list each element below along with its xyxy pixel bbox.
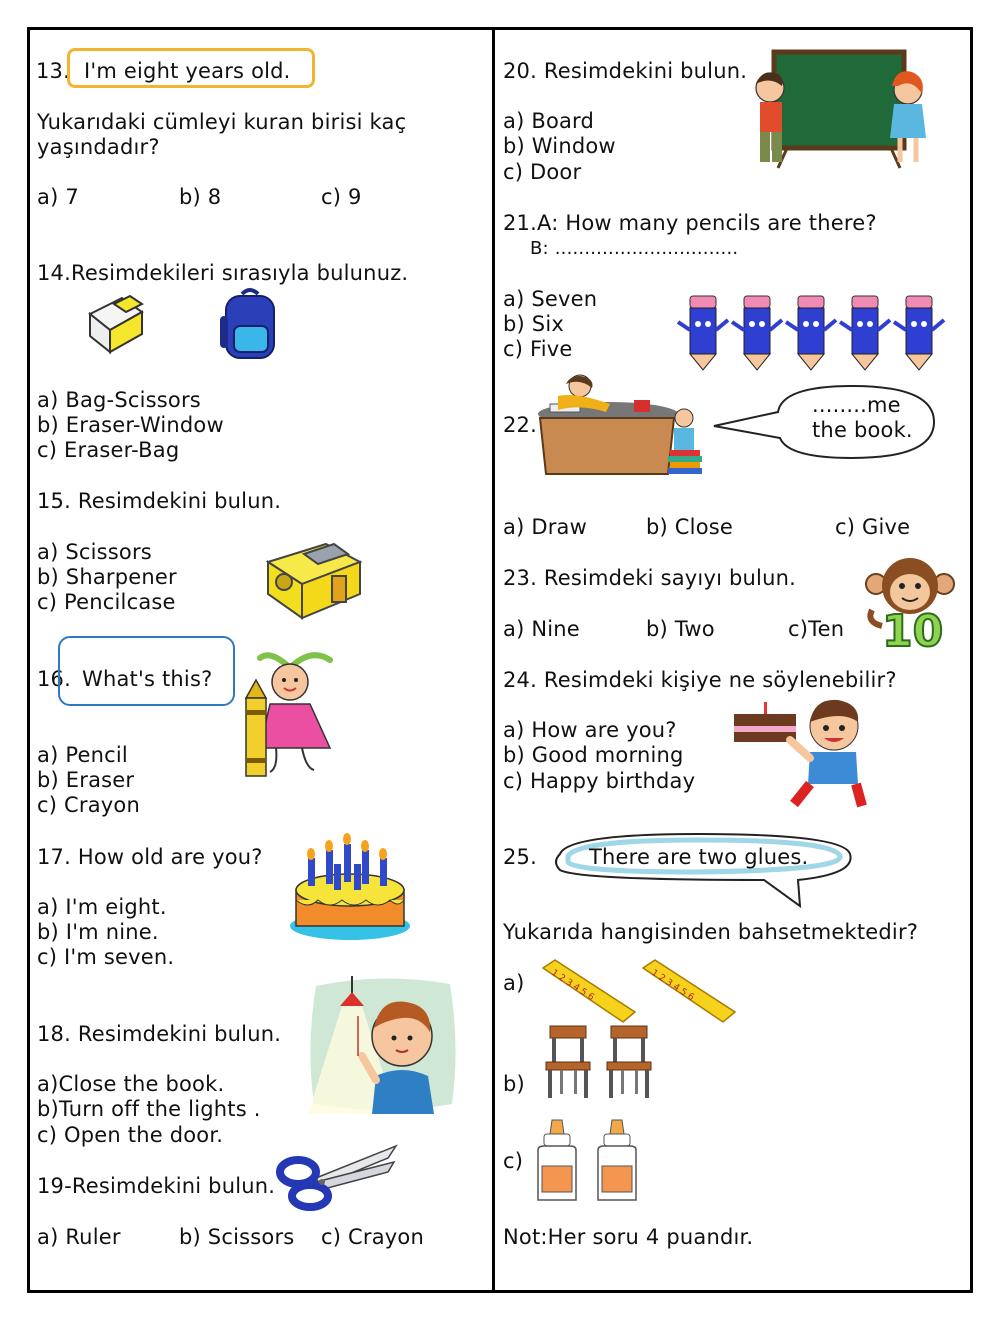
q23-option-a[interactable]: a) Nine [503, 617, 580, 641]
question-13-number: 13. [36, 59, 70, 83]
pencil-group [676, 294, 946, 370]
teacher-desk-icon [536, 374, 716, 482]
question-22-number: 22. [503, 413, 537, 437]
q20-option-c[interactable]: c) Door [503, 160, 582, 184]
ruler-marks: 1 2 3 4 5 6 [549, 968, 596, 1004]
q21-title: 21.A: How many pencils are there? [503, 211, 877, 235]
q21-option-b[interactable]: b) Six [503, 312, 564, 336]
q23-title: 23. Resimdeki sayıyı bulun. [503, 566, 796, 590]
q22-option-b[interactable]: b) Close [646, 515, 734, 539]
q21-option-c[interactable]: c) Five [503, 337, 573, 361]
q23-option-c[interactable]: c)Ten [788, 617, 845, 641]
q19-option-a[interactable]: a) Ruler [37, 1225, 121, 1249]
q18-option-a[interactable]: a)Close the book. [37, 1072, 225, 1096]
pencil-icon [784, 294, 838, 370]
q16-option-b[interactable]: b) Eraser [37, 768, 135, 792]
q14-option-c[interactable]: c) Eraser-Bag [37, 438, 180, 462]
pencil-icon [676, 294, 730, 370]
q15-option-c[interactable]: c) Pencilcase [37, 590, 176, 614]
q15-option-a[interactable]: a) Scissors [37, 540, 152, 564]
chair-icon [544, 1024, 598, 1100]
chair-icon [605, 1024, 659, 1100]
birthday-cake-icon [288, 830, 412, 942]
q18-option-c[interactable]: c) Open the door. [37, 1123, 224, 1147]
q13-question-line1: Yukarıdaki cümleyi kuran birisi kaç [37, 110, 407, 134]
boy-light-icon [302, 976, 462, 1114]
sharpener-icon [264, 532, 364, 622]
question-25-number: 25. [503, 845, 537, 869]
q19-option-c[interactable]: c) Crayon [321, 1225, 424, 1249]
crayon-girl-icon [240, 646, 340, 780]
monkey-ten-icon [862, 556, 958, 657]
ruler-icon [537, 960, 637, 1024]
q24-title: 24. Resimdeki kişiye ne söylenebilir? [503, 668, 897, 692]
q20-option-b[interactable]: b) Window [503, 134, 616, 158]
q13-question-line2: yaşındadır? [37, 135, 160, 159]
q16-question: What's this? [82, 667, 213, 691]
q19-title: 19-Resimdekini bulun. [37, 1174, 276, 1198]
q14-option-b[interactable]: b) Eraser-Window [37, 413, 224, 437]
pencil-icon [892, 294, 946, 370]
glue-icon [592, 1120, 642, 1204]
backpack-icon [220, 286, 280, 362]
q24-option-a[interactable]: a) How are you? [503, 718, 677, 742]
q13-sentence: I'm eight years old. [84, 59, 291, 83]
q17-option-a[interactable]: a) I'm eight. [37, 895, 167, 919]
q25-question: Yukarıda hangisinden bahsetmektedir? [503, 920, 919, 944]
monkey-number: 10 [882, 606, 944, 657]
q13-option-a[interactable]: a) 7 [37, 185, 79, 209]
q25-bubble-text: There are two glues. [589, 845, 809, 869]
q17-option-b[interactable]: b) I'm nine. [37, 920, 159, 944]
q22-option-c[interactable]: c) Give [835, 515, 911, 539]
q22-bubble-line1: ........me [812, 393, 901, 417]
scissors-icon [276, 1142, 400, 1210]
q16-option-c[interactable]: c) Crayon [37, 793, 140, 817]
q22-option-a[interactable]: a) Draw [503, 515, 587, 539]
question-16-number: 16. [37, 667, 71, 691]
q24-option-b[interactable]: b) Good morning [503, 743, 684, 767]
q15-title: 15. Resimdekini bulun. [37, 489, 282, 513]
q18-option-b[interactable]: b)Turn off the lights . [37, 1097, 261, 1121]
score-note: Not:Her soru 4 puandır. [503, 1225, 754, 1249]
q14-title: 14.Resimdekileri sırasıyla bulunuz. [37, 261, 409, 285]
q19-option-b[interactable]: b) Scissors [179, 1225, 295, 1249]
classroom-board-icon [748, 46, 930, 168]
q16-option-a[interactable]: a) Pencil [37, 743, 128, 767]
glue-icon [532, 1120, 582, 1204]
eraser-icon [84, 290, 148, 356]
pencil-icon [838, 294, 892, 370]
q25-option-c[interactable]: c) [503, 1149, 524, 1173]
ruler-icon [637, 960, 737, 1024]
q21-answer-line[interactable]: B: ............................... [530, 238, 739, 259]
q17-option-c[interactable]: c) I'm seven. [37, 945, 175, 969]
q20-title: 20. Resimdekini bulun. [503, 59, 748, 83]
q22-bubble-line2: the book. [812, 418, 913, 442]
q13-option-b[interactable]: b) 8 [179, 185, 222, 209]
q25-option-b[interactable]: b) [503, 1072, 525, 1096]
q24-option-c[interactable]: c) Happy birthday [503, 769, 696, 793]
q17-title: 17. How old are you? [37, 845, 263, 869]
q25-speech-bubble [538, 830, 856, 910]
q20-option-a[interactable]: a) Board [503, 109, 595, 133]
q14-option-a[interactable]: a) Bag-Scissors [37, 388, 201, 412]
q18-title: 18. Resimdekini bulun. [37, 1022, 282, 1046]
ruler-marks: 1 2 3 4 5 6 [649, 968, 696, 1004]
q13-option-c[interactable]: c) 9 [321, 185, 362, 209]
q21-option-a[interactable]: a) Seven [503, 287, 598, 311]
q23-option-b[interactable]: b) Two [646, 617, 715, 641]
q25-option-a[interactable]: a) [503, 971, 525, 995]
boy-cake-icon [730, 696, 880, 810]
q15-option-b[interactable]: b) Sharpener [37, 565, 177, 589]
pencil-icon [730, 294, 784, 370]
